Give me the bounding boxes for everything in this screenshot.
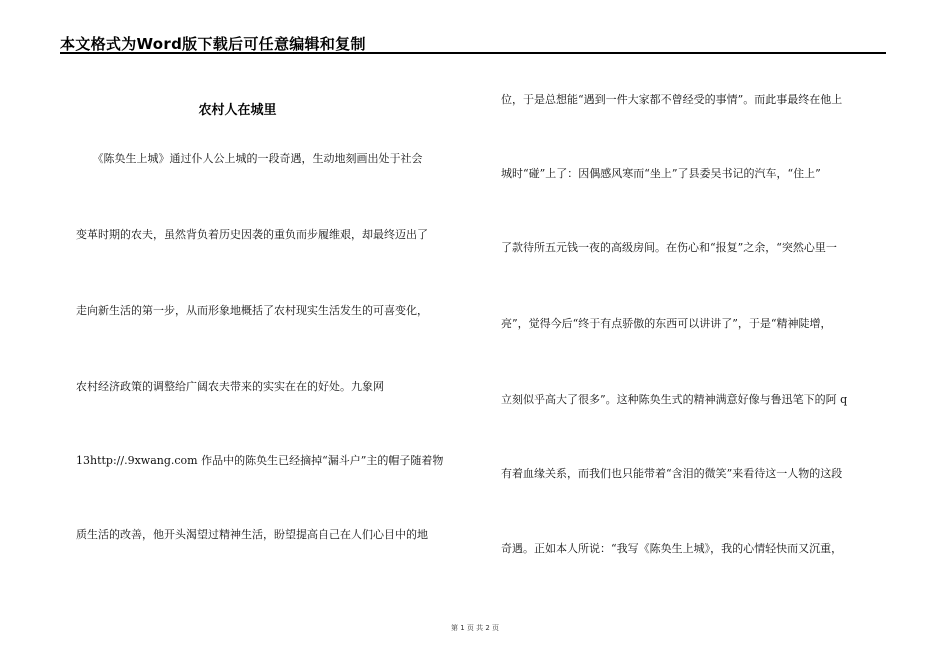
paragraph-line: 《陈奂生上城》通过仆人公上城的一段奇遇，生动地刻画出处于社会 [76,152,423,165]
paragraph-line: 了款待所五元钱一夜的高级房间。在伤心和“报复”之余，“突然心里一 [501,241,837,254]
paragraph-line: 质生活的改善，他开头渴望过精神生活，盼望提高自己在人们心目中的地 [76,528,428,541]
document-header: 本文格式为Word版下载后可任意编辑和复制 [60,35,366,53]
article-title: 农村人在城里 [198,103,277,118]
paragraph-line: 立刻似乎高大了很多”。这种陈奂生式的精神满意好像与鲁迅笔下的阿 q [501,393,848,406]
paragraph-line: 位，于是总想能“遇到一件大家都不曾经受的事情”。而此事最终在他上 [501,93,843,106]
paragraph-line: 城时“碰”上了：因偶感风寒而“坐上”了县委吴书记的汽车，“住上” [501,167,821,180]
paragraph-line: 奇遇。正如本人所说：“我写《陈奂生上城》，我的心情轻快而又沉重， [501,542,843,555]
paragraph-line: 变革时期的农夫，虽然背负着历史因袭的重负而步履维艰，却最终迈出了 [76,228,428,241]
paragraph-line: 走向新生活的第一步，从而形象地概括了农村现实生活发生的可喜变化， [76,304,428,317]
page-number: 第 1 页 共 2 页 [450,624,500,632]
paragraph-line: 有着血缘关系，而我们也只能带着“含泪的微笑”来看待这一人物的这段 [501,467,843,480]
paragraph-line: 亮”，觉得今后“终于有点骄傲的东西可以讲讲了”，于是“精神陡增， [501,317,832,330]
paragraph-line: 农村经济政策的调整给广阔农夫带来的实实在在的好处。九象网 [76,380,384,393]
paragraph-line: 13http://.9xwang.com 作品中的陈奂生已经摘掉“漏斗户”主的帽子随着物 [76,454,444,467]
